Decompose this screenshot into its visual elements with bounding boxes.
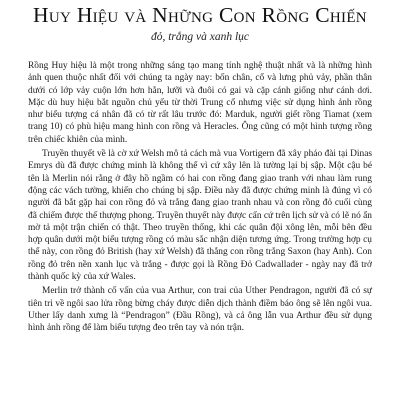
body-text [28, 60, 372, 335]
paragraph-2: Truyền thuyết về là cờ xứ Welsh mô tả cách mà vua Vortigern đã xây pháo đài tại Dinas Emrys dù đã được chứng minh là không thể vì cứ xây lên là tường lại bị sập. Một cậu bé tên là Merlin nói rằng ở đây hồ ngầm có hai con rồng đang giao tranh với nhau làm rung động các vách tường, khiến cho chúng bị sập. Điều này đã được chứng minh là đúng vì có người đã bắt gặp hai con rồng đỏ và trắng đang giao tranh nhau và con rồng đỏ cuối cùng đã chiếm được thế thượng phong. Truyền thuyết này được cấn cứ trên lịch sử và có lẽ nó ẩn mờ tả một trận chiến có thật. Theo truyền thống, khi các quân đội xông lên, mỗi bên đều hợp quân dưới một biểu tượng rồng có màu sắc nhận diện tương ứng. Trong trường hợp cụ thể này, con rồng đỏ British (hay xứ Welsh) đã thắng con rồng trắng Saxon (hay Anh). Con rồng đỏ trên nền xanh lục và trắng - được gọi là Rồng Đỏ Cadwallader - ngày nay đã trở thành quốc kỳ của xứ Wales. [28, 149, 372, 283]
paragraph-3: Merlin trở thành cố vấn của vua Arthur, con trai của Uther Pendragon, người đã có sự tiên tri về ngôi sao lửa rồng bừng cháy được diễn dịch thành điềm báo ông sẽ lên ngôi vua. Uther lấy danh xưng là “Pendragon” (Đầu Rồng), và cả ông lẫn vua Arthur đều sử dụng hình ảnh rồng để làm biểu tượng đeo trên tay và nón trận. [28, 286, 372, 334]
chapter-subtitle: đỏ, trắng và xanh lục [150, 31, 250, 43]
paragraph-1: Rồng Huy hiệu là một trong những sáng tạo mang tính nghệ thuật nhất và là những hình ảnh quen thuộc nhất đối với chúng ta ngày nay: bốn chân, cổ và lưng phủ vảy, phần thân dưới có lớp vảy cuộn lớn hơn hẳn, lưỡi và đuôi có gai và cặp cánh giống như cánh dơi. Mặc dù huy hiệu bắt nguồn chủ yếu từ thời Trung cổ nhưng việc sử dụng hình ảnh rồng như biểu tượng cá nhân đã có từ rất lâu trước đó: Marduk, người giết rồng Tiamat (xem trang 10) có phù hiệu mang hình con rồng và Heracles. Ông cũng có một hình tượng rồng trên chiếc khiên của mình. [28, 61, 372, 145]
chapter-title: Huy Hiệu và Những Con Rồng Chiến [33, 3, 367, 27]
